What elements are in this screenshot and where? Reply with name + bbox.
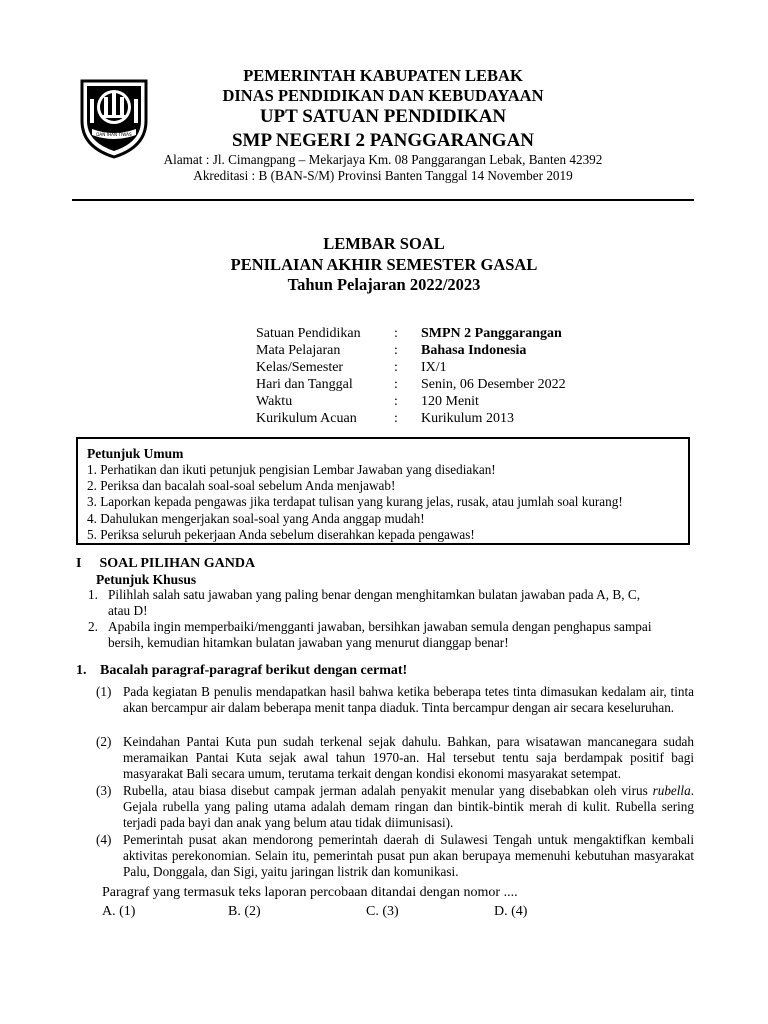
list-item: 3. Laporkan kepada pengawas jika terdapat tulisan yang kurang jelas, rusak, atau jumlah soal kurang! (87, 494, 623, 510)
paragraph-text-part: . Gejala rubella yang paling utama adalah demam ringan dan bintik-bintik merah di kulit. Rubella sering terjadi pada bayi dan anak yang belum atau tidak diimunisasi). (123, 783, 694, 831)
identitas-value: IX/1 (421, 360, 447, 375)
kop-akreditasi: Akreditasi : B (BAN-S/M) Provinsi Banten Tanggal 14 November 2019 (193, 168, 573, 183)
item-text-cont: bersih, kemudian hitamkan bulatan jawaban yang menurut dianggap benar! (108, 635, 509, 650)
list-item: 4. Dahulukan mengerjakan soal-soal yang Anda anggap mudah! (87, 510, 425, 526)
paragraph-text-part: Pemerintah pusat akan mendorong pemerintah daerah di Sulawesi Tengah untuk mengaktifkan kembali aktivitas perekonomian. Selain itu, pemerintah pusat pun akan berupaya memenuhi kebutuhan masyarakat Palu, Donggala, dan Sigi, yaitu jaringan listrik dan komunikasi. (123, 832, 694, 880)
kop-line-3-text: UPT SATUAN PENDIDIKAN (259, 106, 507, 127)
identitas-label: Kelas/Semester (256, 360, 344, 375)
petunjuk-khusus-1 (88, 587, 694, 619)
identitas-separator: : (394, 394, 398, 409)
identitas-value: Senin, 06 Desember 2022 (421, 377, 566, 392)
item-text: Pilihlah salah satu jawaban yang paling benar dengan menghitamkan bulatan jawaban pada A, B, C, (108, 587, 641, 602)
section-title: SOAL PILIHAN GANDA (99, 556, 256, 571)
paragraph-text-part: Rubella, atau biasa disebut campak jerman adalah penyakit menular yang disebabkan oleh virus (123, 783, 653, 798)
paragraph-number: (3) (96, 783, 112, 798)
identitas-separator: : (394, 326, 398, 341)
identitas-label: Hari dan Tanggal (256, 377, 353, 392)
paragraph-3 (96, 783, 694, 832)
identitas-value: SMPN 2 Panggarangan (421, 326, 562, 341)
svg-text:DAN IHAN TIWAS: DAN IHAN TIWAS (96, 132, 132, 137)
identitas-separator: : (394, 343, 398, 358)
paragraph-number: (2) (96, 734, 112, 749)
identitas-row (256, 325, 566, 342)
paragraph-text (123, 832, 694, 881)
identitas-label: Kurikulum Acuan (256, 411, 357, 426)
identitas-value: Kurikulum 2013 (421, 411, 514, 426)
paragraph-number: (1) (96, 684, 112, 699)
kop-line-3 (150, 106, 616, 128)
paragraph-text (123, 783, 694, 832)
identitas-label: Mata Pelajaran (256, 343, 341, 358)
doc-title-2: PENILAIAN AKHIR SEMESTER GASAL (230, 255, 538, 274)
identitas-row (256, 376, 566, 393)
school-logo (78, 77, 150, 159)
question-1-instruction (76, 663, 407, 679)
petunjuk-umum-box (76, 437, 690, 545)
paragraph-text (123, 684, 694, 716)
paragraph-text (123, 734, 694, 783)
question-stem: Paragraf yang termasuk teks laporan percobaan ditandai dengan nomor .... (102, 885, 518, 900)
item-number: 2. (88, 619, 98, 634)
paragraph-2 (96, 734, 694, 783)
kop-alamat: Alamat : Jl. Cimangpang – Mekarjaya Km. 08 Panggarangan Lebak, Banten 42392 (163, 152, 603, 167)
identitas-label: Satuan Pendidikan (256, 326, 361, 341)
item-text-cont: atau D! (108, 603, 148, 618)
option-d[interactable]: D. (4) (494, 904, 528, 919)
paragraph-text-part: Pada kegiatan B penulis mendapatkan hasil bahwa ketika beberapa tetes tinta dimasukan kedalam air, tinta akan bercampur air dalam beberapa menit tanpa diaduk. Tinta bercampur dengan air secara keseluruhan. (123, 684, 694, 716)
option-c[interactable]: C. (3) (366, 904, 399, 919)
identitas-value: 120 Menit (421, 394, 479, 409)
kop-line-2: DINAS PENDIDIKAN DAN KEBUDAYAAN (222, 86, 544, 105)
list-item: 5. Periksa seluruh pekerjaan Anda sebelum diserahkan kepada pengawas! (87, 526, 475, 542)
identitas-row (256, 393, 566, 410)
paragraph-text-italic: rubella (652, 783, 691, 798)
identitas-row (256, 359, 566, 376)
identitas-row (256, 410, 566, 427)
identitas-table (256, 325, 566, 427)
header-divider (72, 199, 694, 201)
list-item: 2. Periksa dan bacalah soal-soal sebelum Anda menjawab! (87, 478, 396, 494)
list-item: 1. Perhatikan dan ikuti petunjuk pengisian Lembar Jawaban yang disediakan! (87, 462, 496, 477)
identitas-label: Waktu (256, 394, 293, 409)
option-b[interactable]: B. (2) (228, 904, 261, 919)
section-number: I (76, 556, 82, 571)
identitas-separator: : (394, 411, 398, 426)
identitas-separator: : (394, 377, 398, 392)
paragraph-text-part: Keindahan Pantai Kuta pun sudah terkenal sejak dahulu. Bahkan, para wisatawan mancanegara sudah meramaikan Pantai Kuta sejak awal tahun 1970-an. Hal tersebut tentu saja berdampak positif bagi masyarakat Bali secara umum, terutama terkait dengan kondisi ekonomi masyarakat setempat. (123, 734, 694, 782)
doc-title-1: LEMBAR SOAL (323, 234, 445, 253)
petunjuk-umum-list (87, 462, 623, 543)
question-number: 1. (76, 663, 87, 678)
petunjuk-umum-title: Petunjuk Umum (87, 446, 184, 461)
kop-line-1: PEMERINTAH KABUPATEN LEBAK (243, 66, 523, 85)
question-instruction: Bacalah paragraf-paragraf berikut dengan cermat! (100, 663, 408, 678)
identitas-row (256, 342, 566, 359)
doc-title-3: Tahun Pelajaran 2022/2023 (287, 275, 481, 294)
paragraph-number: (4) (96, 832, 112, 847)
section-heading (76, 556, 255, 572)
identitas-value: Bahasa Indonesia (421, 343, 527, 358)
item-number: 1. (88, 587, 98, 602)
item-text: Apabila ingin memperbaiki/mengganti jawaban, bersihkan jawaban semula dengan penghapus sampai (108, 619, 652, 634)
paragraph-1 (96, 684, 694, 716)
petunjuk-khusus-2 (88, 619, 694, 651)
paragraph-4 (96, 832, 694, 881)
identitas-separator: : (394, 360, 398, 375)
petunjuk-khusus-title: Petunjuk Khusus (96, 572, 197, 587)
kop-line-4: SMP NEGERI 2 PANGGARANGAN (231, 130, 535, 151)
option-a[interactable]: A. (1) (102, 904, 136, 919)
